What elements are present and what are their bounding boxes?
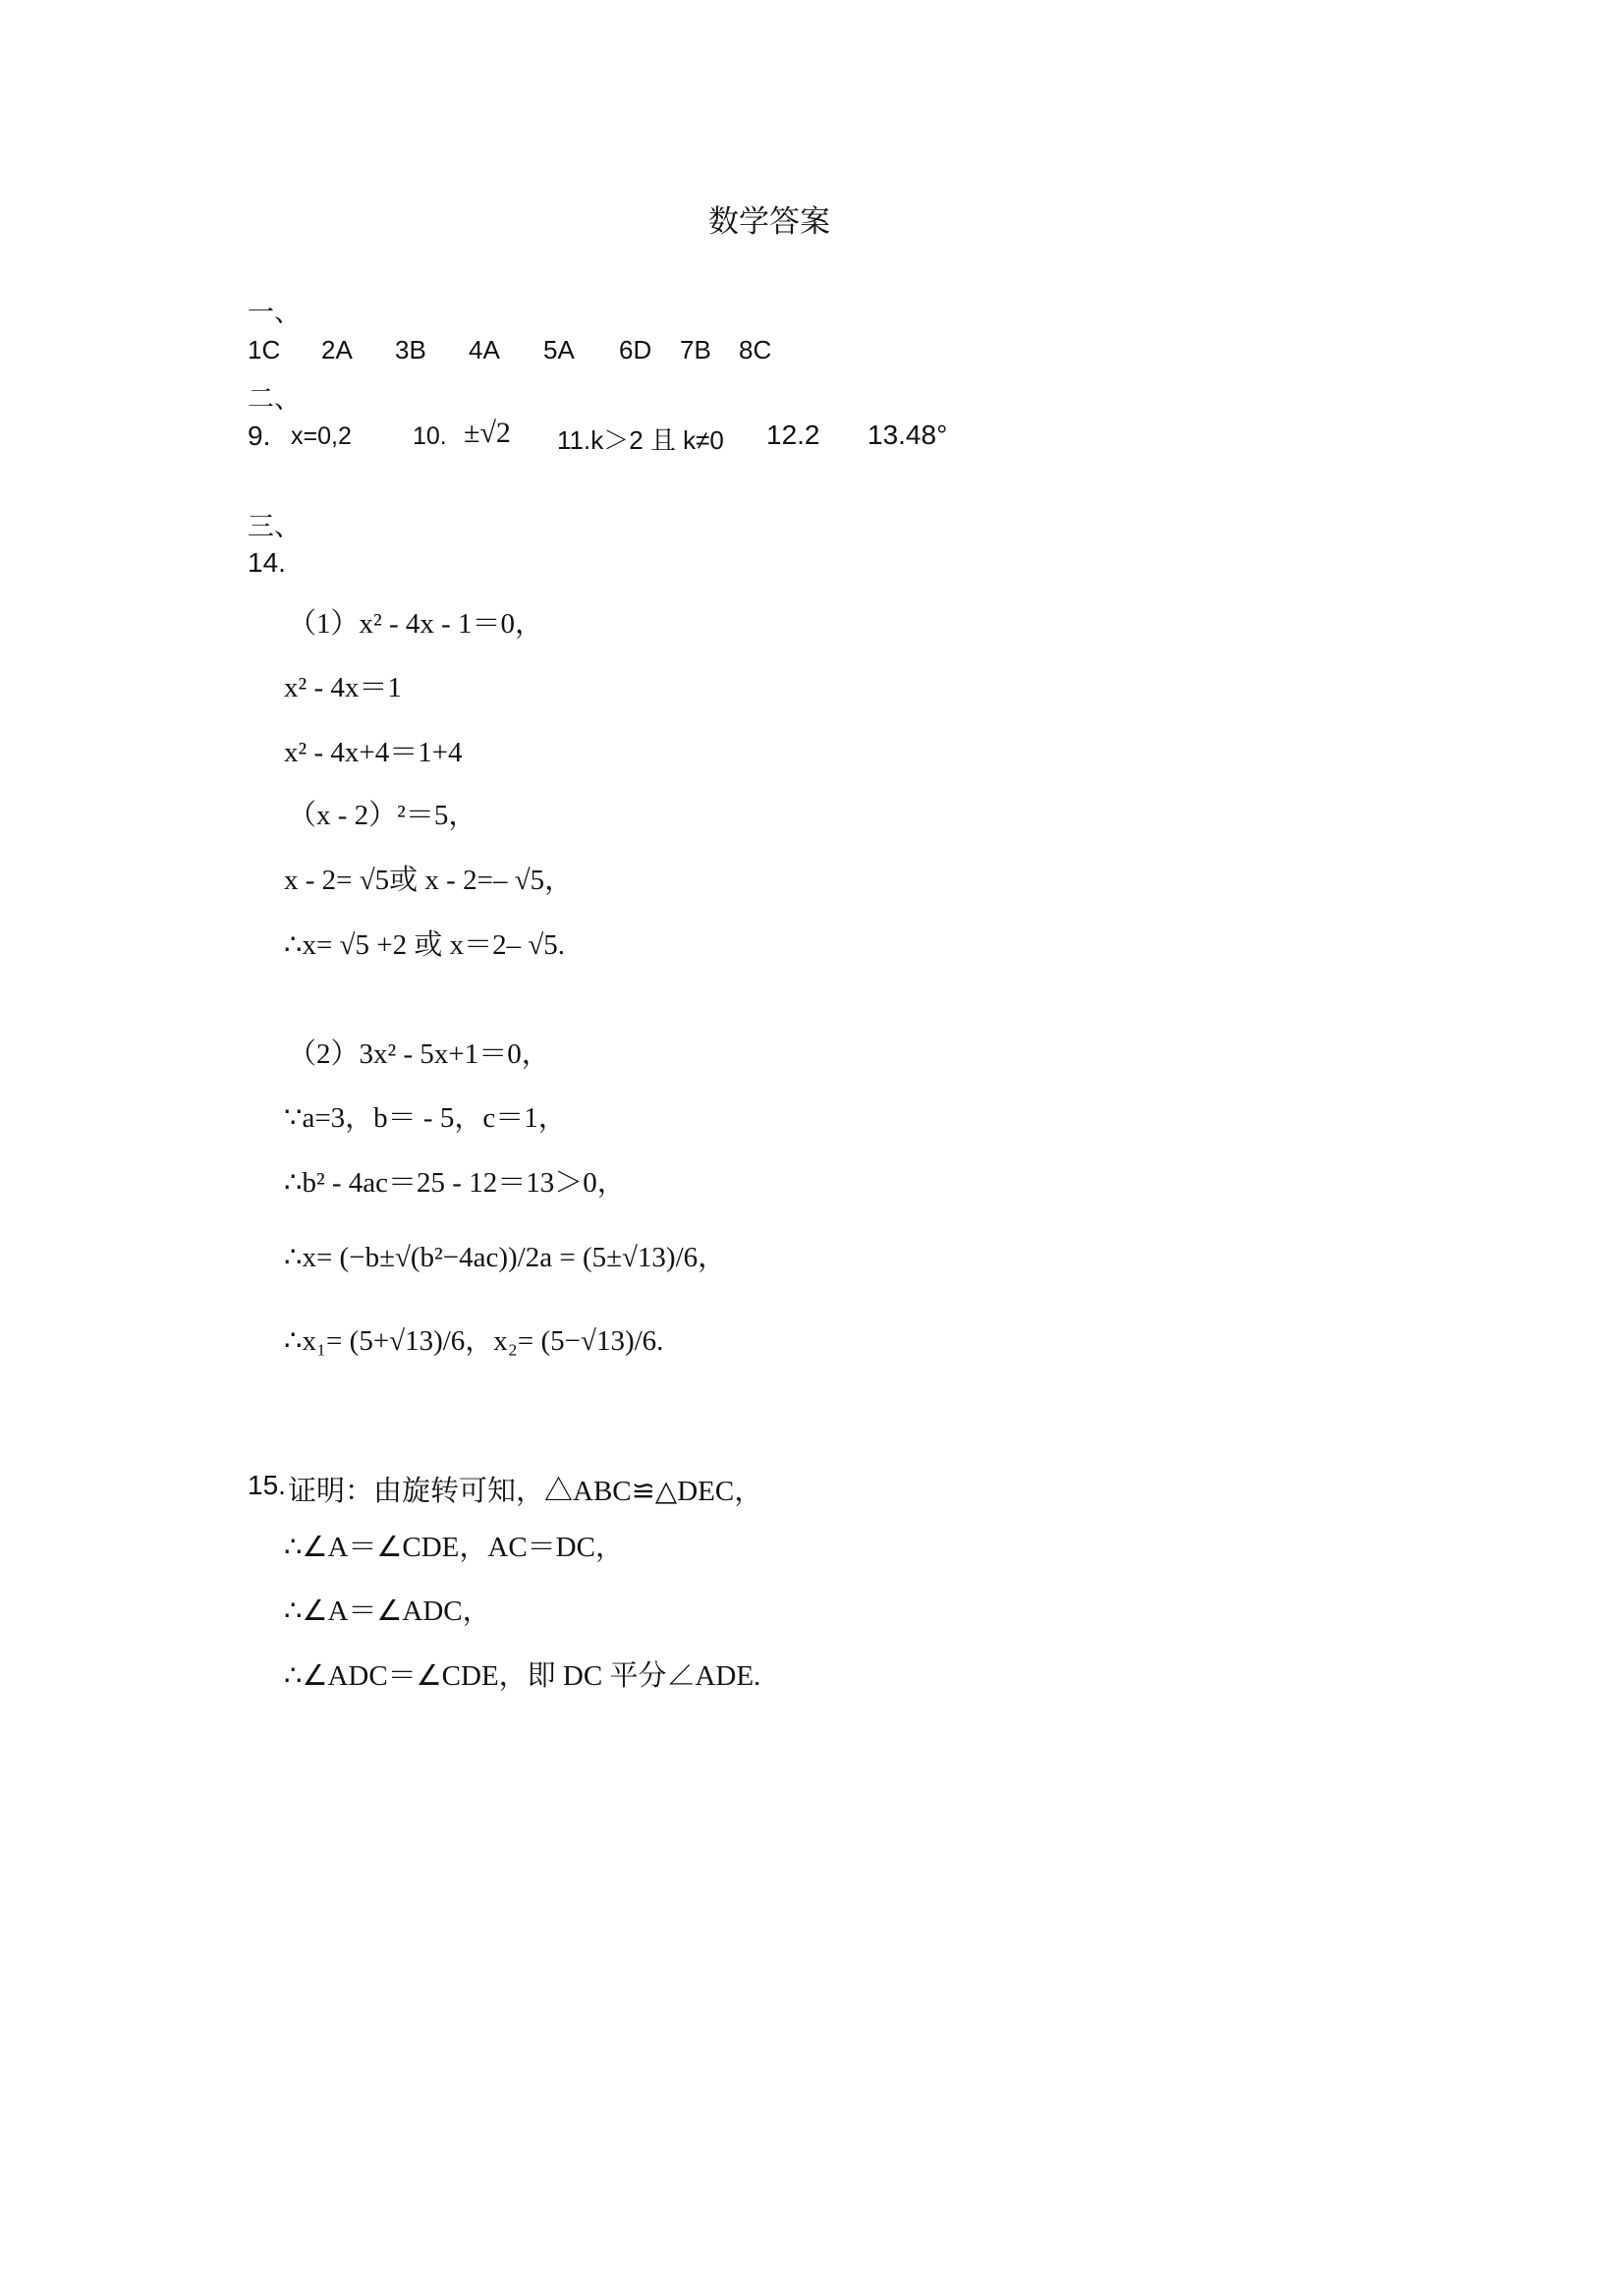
section-heading-2: 二、 xyxy=(248,384,301,415)
solution-line: ∴b² - 4ac＝25 - 12＝13＞0， xyxy=(284,1167,626,1199)
mcq-answer: 3B xyxy=(395,335,426,364)
question-14-label: 14. xyxy=(248,547,286,578)
solution-line: ∵a=3，b＝ - 5，c＝1， xyxy=(284,1102,567,1134)
solution-line: x² - 4x＝1 xyxy=(284,672,402,703)
solution-line: x² - 4x+4＝1+4 xyxy=(284,737,463,768)
fill-answer: 12.2 xyxy=(766,420,820,450)
solution-line: x - 2= √5或 x - 2=– √5， xyxy=(284,865,574,896)
solution-line: ∴x= √5 +2 或 x＝2– √5. xyxy=(284,929,565,961)
mcq-answer: 4A xyxy=(469,335,500,364)
solution-line: （2）3x² - 5x+1＝0， xyxy=(288,1038,550,1070)
fill-answer-number: 9. xyxy=(248,420,271,451)
proof-line: 证明：由旋转可知，△ABC≌△DEC， xyxy=(288,1476,763,1507)
mcq-answer: 5A xyxy=(543,335,575,364)
solution-line: （1）x² - 4x - 1＝0， xyxy=(288,608,544,640)
fill-answer-number: 10. xyxy=(413,422,447,450)
mcq-answer: 7B xyxy=(680,335,711,364)
solution-line: （x - 2）²＝5， xyxy=(288,800,477,831)
mcq-answer: 8C xyxy=(739,335,772,364)
page-title: 数学答案 xyxy=(708,204,830,240)
fill-answer: x=0,2 xyxy=(291,422,352,450)
mcq-answer: 2A xyxy=(321,335,353,364)
proof-line: ∴∠ADC＝∠CDE，即 DC 平分∠ADE. xyxy=(284,1660,761,1692)
proof-line: ∴∠A＝∠ADC， xyxy=(284,1596,491,1627)
mcq-answer: 1C xyxy=(248,335,281,364)
section-heading-1: 一、 xyxy=(248,298,301,328)
solution-line: ∴x= (−b±√(b²−4ac))/2a = (5±√13)/6， xyxy=(284,1242,727,1273)
question-15-label: 15. xyxy=(248,1470,286,1500)
fill-answer: 13.48° xyxy=(867,420,948,450)
proof-line: ∴∠A＝∠CDE，AC＝DC， xyxy=(284,1532,624,1563)
section-heading-3: 三、 xyxy=(248,512,301,542)
fill-answer: 11.k＞2 且 k≠0 xyxy=(557,425,724,455)
solution-line: ∴x₁= (5+√13)/6，x₂= (5−√13)/6. xyxy=(284,1325,664,1357)
mcq-answer: 6D xyxy=(619,335,652,364)
fill-answer-sqrt: ±√2 xyxy=(464,417,511,449)
